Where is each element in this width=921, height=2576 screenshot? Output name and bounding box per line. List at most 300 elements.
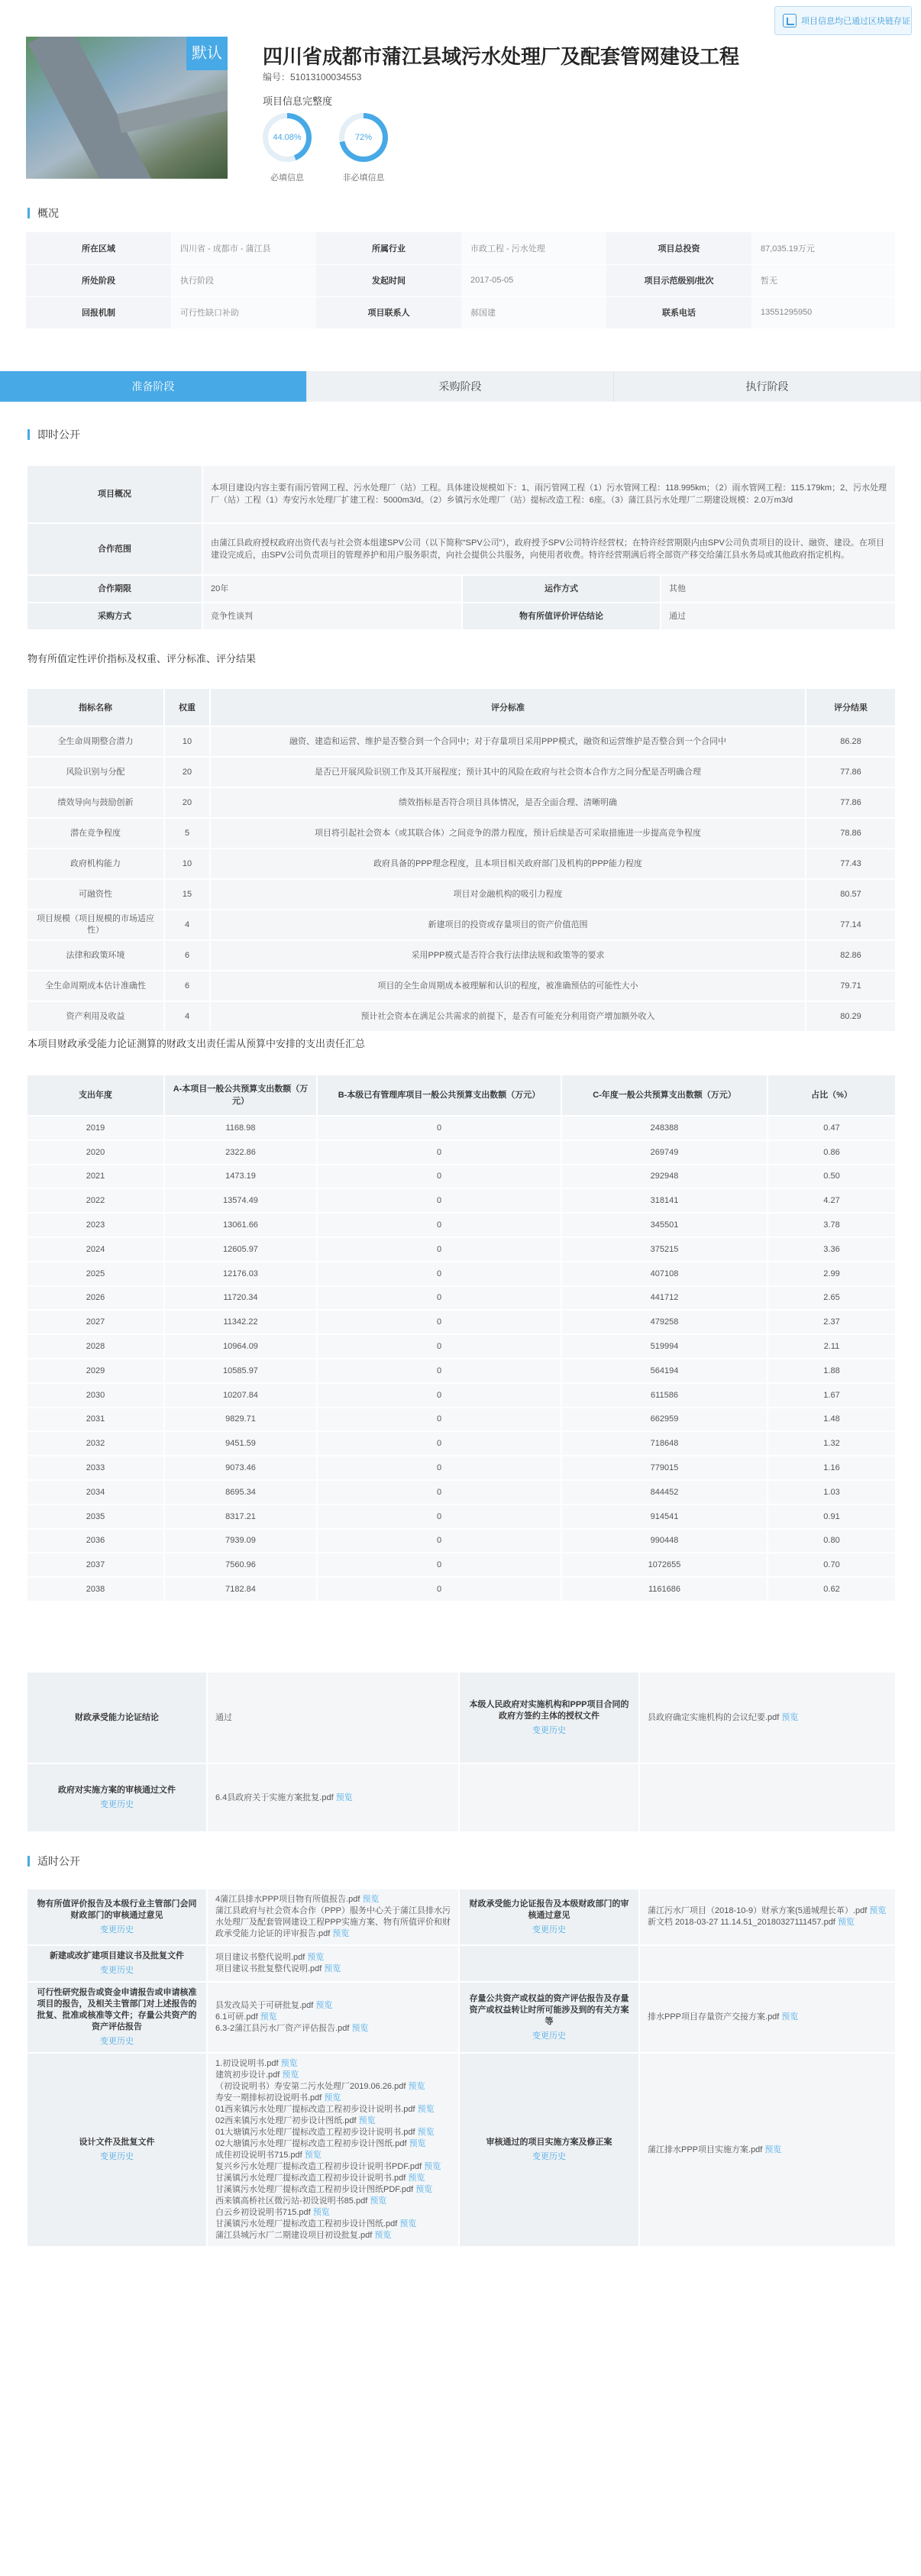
file-entry bbox=[215, 2012, 451, 2023]
finance-cell: 11342.22 bbox=[164, 1310, 317, 1334]
finance-cell: 9073.46 bbox=[164, 1456, 317, 1480]
optional-info-label: 非必填信息 bbox=[342, 173, 385, 183]
file-entry bbox=[215, 2104, 451, 2115]
timely-label-cell bbox=[27, 2053, 207, 2247]
preview-link[interactable]: 预览 bbox=[332, 1929, 350, 1938]
preview-link[interactable]: 预览 bbox=[260, 2012, 277, 2022]
finance-cell: 0 bbox=[317, 1359, 561, 1383]
finance-cell: 0 bbox=[317, 1262, 561, 1286]
score-cell: 全生命周期整合潜力 bbox=[27, 726, 164, 757]
timely-history-link[interactable]: 变更历史 bbox=[100, 2037, 134, 2046]
finance-cell: 1168.98 bbox=[164, 1116, 317, 1140]
approval-history-link[interactable]: 变更历史 bbox=[532, 1725, 566, 1735]
timely-row bbox=[27, 2053, 896, 2247]
finance-cell: 2021 bbox=[27, 1165, 164, 1189]
finance-row bbox=[27, 1165, 896, 1189]
preview-link[interactable]: 预览 bbox=[362, 1895, 380, 1904]
timely-label-cell bbox=[27, 1889, 207, 1945]
finance-table bbox=[26, 1074, 897, 1602]
finance-cell: 12176.03 bbox=[164, 1262, 317, 1286]
file-entry bbox=[648, 2012, 887, 2023]
finance-row bbox=[27, 1505, 896, 1529]
file-entry bbox=[215, 1952, 451, 1964]
overview-key: 所属行业 bbox=[316, 232, 461, 264]
finance-cell: 7182.84 bbox=[164, 1577, 317, 1602]
score-header: 权重 bbox=[164, 688, 210, 726]
finance-cell: 2030 bbox=[27, 1383, 164, 1408]
finance-cell: 13574.49 bbox=[164, 1188, 317, 1213]
finance-cell: 2036 bbox=[27, 1529, 164, 1553]
file-name: 蒲江县城污水厂二期建设项目初设批复.pdf bbox=[215, 2231, 373, 2240]
preview-link[interactable]: 预览 bbox=[307, 1953, 325, 1962]
score-header: 评分结果 bbox=[806, 688, 896, 726]
file-name: 新文档 2018-03-27 11.14.51_20180327111457.pdf bbox=[648, 1918, 835, 1927]
preview-link[interactable]: 预览 bbox=[408, 2174, 425, 2183]
overview-key: 项目示范级别/批次 bbox=[606, 264, 751, 296]
finance-cell: 914541 bbox=[561, 1505, 768, 1529]
optional-info-pct: 72% bbox=[344, 118, 383, 157]
preview-link[interactable]: 预览 bbox=[417, 2105, 435, 2114]
preview-link[interactable]: 预览 bbox=[408, 2082, 425, 2091]
finance-cell: 2022 bbox=[27, 1188, 164, 1213]
finance-header: 占比（%） bbox=[768, 1075, 896, 1116]
timely-label-cell bbox=[459, 2053, 639, 2247]
score-row bbox=[27, 757, 896, 787]
file-name: 项目建议书整代说明.pdf bbox=[215, 1953, 305, 1962]
preview-link[interactable]: 预览 bbox=[324, 1964, 341, 1973]
finance-cell: 2034 bbox=[27, 1480, 164, 1505]
finance-cell: 2.37 bbox=[768, 1310, 896, 1334]
timely-label: 存量公共资产或权益的资产评估报告及存量资产或权益转让时所可能涉及到的有关方案等 bbox=[469, 1993, 629, 2026]
file-entry bbox=[215, 2093, 451, 2104]
preview-link[interactable]: 预览 bbox=[280, 2059, 298, 2068]
preview-link[interactable]: 预览 bbox=[415, 2185, 433, 2194]
preview-link[interactable]: 预览 bbox=[374, 2231, 392, 2240]
procure-label: 采购方式 bbox=[27, 603, 202, 630]
timely-label: 新建或改扩建项目建议书及批复文件 bbox=[50, 1951, 184, 1960]
score-cell: 77.86 bbox=[806, 757, 896, 787]
finance-cell: 8695.34 bbox=[164, 1480, 317, 1505]
file-name: 1.初设说明书.pdf bbox=[215, 2059, 279, 2068]
score-cell: 20 bbox=[164, 757, 210, 787]
score-cell: 法律和政策环境 bbox=[27, 940, 164, 971]
finance-row bbox=[27, 1383, 896, 1408]
score-row bbox=[27, 848, 896, 879]
project-header bbox=[26, 37, 904, 182]
finance-cell: 1161686 bbox=[561, 1577, 768, 1602]
tab-procurement[interactable]: 采购阶段 bbox=[307, 371, 614, 402]
score-row bbox=[27, 940, 896, 971]
finance-cell: 0 bbox=[317, 1383, 561, 1408]
project-tag: 默认 bbox=[186, 37, 228, 70]
finance-header: A-本项目一般公共预算支出数额（万元） bbox=[164, 1075, 317, 1116]
finance-cell: 0 bbox=[317, 1140, 561, 1165]
finance-cell: 11720.34 bbox=[164, 1286, 317, 1311]
approval-preview-link[interactable]: 预览 bbox=[781, 1712, 799, 1722]
finance-row bbox=[27, 1529, 896, 1553]
finance-cell: 1473.19 bbox=[164, 1165, 317, 1189]
finance-cell: 318141 bbox=[561, 1188, 768, 1213]
blockchain-badge[interactable] bbox=[774, 6, 912, 35]
finance-row bbox=[27, 1262, 896, 1286]
preview-link[interactable]: 预览 bbox=[370, 2196, 387, 2206]
overview-key: 项目联系人 bbox=[316, 296, 461, 328]
preview-link[interactable]: 预览 bbox=[358, 2116, 376, 2125]
blockchain-check-icon bbox=[783, 14, 797, 27]
immediate-section-title: 即时公开 bbox=[27, 429, 80, 440]
timely-row bbox=[27, 1945, 896, 1982]
score-cell: 79.71 bbox=[806, 971, 896, 1001]
finance-cell: 0 bbox=[317, 1116, 561, 1140]
finance-header: 支出年度 bbox=[27, 1075, 164, 1116]
finance-row bbox=[27, 1553, 896, 1577]
preview-link[interactable]: 预览 bbox=[399, 2219, 417, 2229]
score-cell: 全生命周期成本估计准确性 bbox=[27, 971, 164, 1001]
finance-cell: 0.50 bbox=[768, 1165, 896, 1189]
procure-value: 竞争性谈判 bbox=[202, 603, 462, 630]
score-header: 指标名称 bbox=[27, 688, 164, 726]
timely-label-cell bbox=[27, 1945, 207, 1982]
score-cell: 5 bbox=[164, 818, 210, 848]
immediate-table bbox=[26, 464, 897, 631]
overview-row bbox=[26, 264, 895, 296]
reply-history-link[interactable]: 变更历史 bbox=[100, 1800, 134, 1809]
timely-history-link[interactable]: 变更历史 bbox=[100, 2152, 134, 2161]
finance-cell: 2322.86 bbox=[164, 1140, 317, 1165]
finance-cell: 0.80 bbox=[768, 1529, 896, 1553]
score-cell: 政府具备的PPP理念程度，且本项目相关政府部门及机构的PPP能力程度 bbox=[210, 848, 806, 879]
score-cell: 80.29 bbox=[806, 1001, 896, 1032]
timely-files-cell bbox=[207, 2053, 459, 2247]
finance-cell: 0 bbox=[317, 1188, 561, 1213]
score-cell: 融资、建造和运营、维护是否整合到一个合同中；对于存量项目采用PPP模式，融资和运营维护是否整合到一个合同中 bbox=[210, 726, 806, 757]
score-cell: 4 bbox=[164, 1001, 210, 1032]
file-entry bbox=[215, 2058, 451, 2070]
overview-row bbox=[26, 296, 895, 328]
overview-key: 发起时间 bbox=[316, 264, 461, 296]
score-cell: 82.86 bbox=[806, 940, 896, 971]
overview-value: 可行性缺口补助 bbox=[171, 296, 316, 328]
scope-text: 由蒲江县政府授权政府出资代表与社会资本组建SPV公司（以下简称“SPV公司”），政府授予SPV公司特许经营权；在特许经营期限内由SPV公司负责项目的设计、融资、建设。在项目建设完成后，由SPV公司负责项目的管理养护和用户服务职责，向社会提供公共服务，向使用者收费。特许经营期满后将全部资产移交给蒲江县水务局或其他政府指定机构。 bbox=[202, 523, 896, 575]
finance-header: C-年度一般公共预算支出数额（万元） bbox=[561, 1075, 768, 1116]
preview-link[interactable]: 预览 bbox=[324, 2093, 341, 2102]
file-entry bbox=[215, 2150, 451, 2161]
file-entry bbox=[648, 1917, 887, 1928]
preview-link[interactable]: 预览 bbox=[312, 2208, 330, 2217]
file-name: 甘溪镇污水处理厂提标改造工程初步设计图纸PDF.pdf bbox=[215, 2185, 414, 2194]
finance-cell: 375215 bbox=[561, 1237, 768, 1262]
finance-row bbox=[27, 1213, 896, 1237]
file-entry bbox=[215, 2023, 451, 2035]
stage-tabs bbox=[0, 371, 921, 402]
finance-cell: 611586 bbox=[561, 1383, 768, 1408]
score-cell: 资产利用及收益 bbox=[27, 1001, 164, 1032]
timely-history-link[interactable]: 变更历史 bbox=[100, 1966, 134, 1975]
finance-row bbox=[27, 1456, 896, 1480]
finance-cell: 662959 bbox=[561, 1408, 768, 1432]
finance-cell: 7939.09 bbox=[164, 1529, 317, 1553]
period-label: 合作期限 bbox=[27, 575, 202, 603]
finance-cell: 0 bbox=[317, 1480, 561, 1505]
score-row bbox=[27, 1001, 896, 1032]
finance-cell: 0 bbox=[317, 1505, 561, 1529]
timely-table bbox=[26, 1888, 897, 2248]
score-header: 评分标准 bbox=[210, 688, 806, 726]
score-cell: 采用PPP模式是否符合我行法律法规和政策等的要求 bbox=[210, 940, 806, 971]
file-name: 建筑初步设计.pdf bbox=[215, 2070, 280, 2080]
file-name: 蒲江县政府与社会资本合作（PPP）服务中心关于蒲江县排水污水处理厂及配套管网建设工程PPP实施方案、物有所值评价和财政承受能力论证的评审报告.pdf bbox=[215, 1906, 451, 1938]
score-cell: 绩效导向与鼓励创新 bbox=[27, 787, 164, 818]
overview-value: 2017-05-05 bbox=[461, 264, 606, 296]
timely-history-link[interactable]: 变更历史 bbox=[532, 2152, 566, 2161]
vfm-value: 通过 bbox=[661, 603, 896, 630]
score-cell: 政府机构能力 bbox=[27, 848, 164, 879]
finance-cell: 2020 bbox=[27, 1140, 164, 1165]
timely-label: 物有所值评价报告及本级行业主管部门会同财政部门的审核通过意见 bbox=[37, 1899, 197, 1920]
finance-cell: 564194 bbox=[561, 1359, 768, 1383]
preview-link[interactable]: 预览 bbox=[417, 2128, 435, 2137]
finance-row bbox=[27, 1408, 896, 1432]
finance-cell: 0 bbox=[317, 1431, 561, 1456]
reply-cell bbox=[27, 1763, 207, 1832]
finance-cell: 1.48 bbox=[768, 1408, 896, 1432]
finance-title: 本项目财政承受能力论证测算的财政支出责任需从预算中安排的支出责任汇总 bbox=[27, 1038, 366, 1049]
score-row bbox=[27, 726, 896, 757]
timely-row bbox=[27, 1982, 896, 2053]
file-name: 6.1可研.pdf bbox=[215, 2012, 258, 2022]
file-name: 复兴乡污水处理厂提标改造工程初步设计说明书PDF.pdf bbox=[215, 2162, 422, 2171]
finance-cell: 13061.66 bbox=[164, 1213, 317, 1237]
finance-cell: 3.36 bbox=[768, 1237, 896, 1262]
finance-cell: 2037 bbox=[27, 1553, 164, 1577]
required-info-donut bbox=[263, 113, 312, 162]
overview-key: 联系电话 bbox=[606, 296, 751, 328]
preview-link[interactable]: 预览 bbox=[424, 2162, 441, 2171]
finance-cell: 9829.71 bbox=[164, 1408, 317, 1432]
overview-value: 13551295950 bbox=[751, 296, 895, 328]
finance-cell: 1.67 bbox=[768, 1383, 896, 1408]
finance-row bbox=[27, 1188, 896, 1213]
file-entry bbox=[215, 2000, 451, 2012]
score-row bbox=[27, 787, 896, 818]
finance-cell: 844452 bbox=[561, 1480, 768, 1505]
scope-label: 合作范围 bbox=[27, 523, 202, 575]
overview-key: 回报机制 bbox=[26, 296, 171, 328]
score-cell: 预计社会资本在满足公共需求的前提下，是否有可能充分利用资产增加额外收入 bbox=[210, 1001, 806, 1032]
score-cell: 项目将引起社会资本（或其联合体）之间竞争的潜力程度，预计后续是否可采取措施进一步提高竞争程度 bbox=[210, 818, 806, 848]
finance-row bbox=[27, 1431, 896, 1456]
timely-label: 可行性研究报告或资金申请报告或申请核准项目的报告，及相关主管部门对上述报告的批复、批准或核准等文件；存量公共资产的资产评估报告 bbox=[37, 1988, 197, 2031]
overview-table bbox=[26, 232, 895, 329]
preview-link[interactable]: 预览 bbox=[304, 2151, 322, 2160]
finance-cell: 0 bbox=[317, 1165, 561, 1189]
score-cell: 86.28 bbox=[806, 726, 896, 757]
file-entry bbox=[215, 2161, 451, 2173]
finance-cell: 0.47 bbox=[768, 1116, 896, 1140]
finance-cell: 3.78 bbox=[768, 1213, 896, 1237]
finance-cell: 2035 bbox=[27, 1505, 164, 1529]
finance-header: B-本级已有管理库项目一般公共预算支出数额（万元） bbox=[317, 1075, 561, 1116]
overview-value: 市政工程 - 污水处理 bbox=[461, 232, 606, 264]
finance-cell: 12605.97 bbox=[164, 1237, 317, 1262]
file-name: 01大塘镇污水处理厂提标改造工程初步设计说明书.pdf bbox=[215, 2128, 415, 2137]
finance-row bbox=[27, 1334, 896, 1359]
timely-label: 设计文件及批复文件 bbox=[79, 2138, 155, 2147]
score-cell: 潜在竞争程度 bbox=[27, 818, 164, 848]
finance-cell: 4.27 bbox=[768, 1188, 896, 1213]
vfm-label: 物有所值评价评估结论 bbox=[462, 603, 661, 630]
timely-section-title: 适时公开 bbox=[27, 1856, 80, 1867]
finance-cell: 0.62 bbox=[768, 1577, 896, 1602]
timely-label: 审核通过的项目实施方案及修正案 bbox=[486, 2138, 612, 2147]
timely-label-cell bbox=[459, 1889, 639, 1945]
file-name: 02大塘镇污水处理厂提标改造工程初步设计图纸.pdf bbox=[215, 2139, 407, 2148]
reply-file-cell bbox=[207, 1763, 459, 1832]
blockchain-badge-text: 项目信息均已通过区块链存证 bbox=[801, 17, 910, 26]
finance-cell: 0 bbox=[317, 1213, 561, 1237]
score-cell: 77.86 bbox=[806, 787, 896, 818]
finance-cell: 10585.97 bbox=[164, 1359, 317, 1383]
overview-section-title: 概况 bbox=[27, 208, 59, 218]
finance-cell: 2031 bbox=[27, 1408, 164, 1432]
score-row bbox=[27, 879, 896, 910]
overview-text: 本项目建设内容主要有雨污管网工程、污水处理厂（站）工程。具体建设规模如下：1、雨污管网工程（1）污水管网工程：118.995km；（2）雨水管网工程：115.179km；2、污水处理厂（站）工程（1）寿安污水处理厂扩建工程：5000m3/d。（2）乡镇污水处理厂（站）提标改造工程：6座。（3）蒲江县污水处理厂二期建设规模：2.0万m3/d bbox=[202, 465, 896, 523]
score-cell: 风险识别与分配 bbox=[27, 757, 164, 787]
finance-cell: 9451.59 bbox=[164, 1431, 317, 1456]
finance-row bbox=[27, 1310, 896, 1334]
file-name: 6.3-2蒲江县污水厂资产评估报告.pdf bbox=[215, 2024, 350, 2033]
score-cell: 绩效指标是否符合项目具体情况，是否全面合理、清晰明确 bbox=[210, 787, 806, 818]
reply-file: 6.4县政府关于实施方案批复.pdf bbox=[215, 1792, 334, 1802]
overview-key: 项目总投资 bbox=[606, 232, 751, 264]
file-entry bbox=[215, 2070, 451, 2081]
project-title: 四川省成都市蒲江县域污水处理厂及配套管网建设工程 bbox=[263, 45, 740, 68]
file-entry bbox=[215, 2127, 451, 2138]
finance-cell: 2019 bbox=[27, 1116, 164, 1140]
timely-files-cell bbox=[207, 1945, 459, 1982]
approval-file: 县政府确定实施机构的会议纪要.pdf bbox=[648, 1712, 780, 1722]
finance-cell: 0 bbox=[317, 1529, 561, 1553]
finance-cell: 0 bbox=[317, 1456, 561, 1480]
finance-cell: 1.32 bbox=[768, 1431, 896, 1456]
timely-files-cell bbox=[639, 1889, 896, 1945]
file-entry bbox=[215, 2173, 451, 2184]
file-name: 4蒲江县排水PPP项目物有所值报告.pdf bbox=[215, 1895, 360, 1904]
finance-cell: 0.70 bbox=[768, 1553, 896, 1577]
file-name: 甘溪镇污水处理厂提标改造工程初步设计图纸.pdf bbox=[215, 2219, 398, 2229]
timely-files-cell bbox=[207, 1982, 459, 2053]
finance-cell: 779015 bbox=[561, 1456, 768, 1480]
file-entry bbox=[215, 2115, 451, 2127]
finance-cell: 990448 bbox=[561, 1529, 768, 1553]
finance-row bbox=[27, 1237, 896, 1262]
finance-cell: 0 bbox=[317, 1237, 561, 1262]
preview-link[interactable]: 预览 bbox=[409, 2139, 426, 2148]
score-cell: 15 bbox=[164, 879, 210, 910]
timely-label-cell bbox=[27, 1982, 207, 2053]
finance-cell: 1.16 bbox=[768, 1456, 896, 1480]
overview-value: 郝国建 bbox=[461, 296, 606, 328]
score-cell: 项目对金融机构的吸引力程度 bbox=[210, 879, 806, 910]
timely-files-cell bbox=[207, 1889, 459, 1945]
finance-cell: 2024 bbox=[27, 1237, 164, 1262]
finance-cell: 269749 bbox=[561, 1140, 768, 1165]
timely-label-cell bbox=[459, 1982, 639, 2053]
preview-link[interactable]: 预览 bbox=[781, 2012, 799, 2022]
file-entry bbox=[215, 1964, 451, 1975]
file-name: 成佳初设说明书715.pdf bbox=[215, 2151, 302, 2160]
finance-row bbox=[27, 1140, 896, 1165]
preview-link[interactable]: 预览 bbox=[282, 2070, 299, 2080]
finance-cell: 0 bbox=[317, 1286, 561, 1311]
file-entry bbox=[215, 2230, 451, 2241]
tab-execution[interactable]: 执行阶段 bbox=[614, 371, 921, 402]
overview-key: 所在区域 bbox=[26, 232, 171, 264]
preview-link[interactable]: 预览 bbox=[837, 1918, 855, 1927]
approval-file-cell bbox=[639, 1672, 896, 1763]
finance-cell: 8317.21 bbox=[164, 1505, 317, 1529]
fiscal-label: 财政承受能力论证结论 bbox=[27, 1672, 207, 1763]
score-table bbox=[26, 687, 897, 1033]
required-info-pct: 44.08% bbox=[268, 118, 306, 157]
operation-label: 运作方式 bbox=[462, 575, 661, 603]
timely-history-link[interactable]: 变更历史 bbox=[532, 1925, 566, 1934]
reply-preview-link[interactable]: 预览 bbox=[335, 1792, 353, 1802]
finance-cell: 0.86 bbox=[768, 1140, 896, 1165]
score-cell: 10 bbox=[164, 848, 210, 879]
finance-cell: 10207.84 bbox=[164, 1383, 317, 1408]
score-cell: 新建项目的投资或存量项目的资产价值范围 bbox=[210, 910, 806, 940]
file-name: 蒲江污水厂项目（2018-10-9）财承方案(5通城理长革）.pdf bbox=[648, 1906, 868, 1915]
score-cell: 可融资性 bbox=[27, 879, 164, 910]
optional-info-donut bbox=[339, 113, 388, 162]
preview-link[interactable]: 预览 bbox=[764, 2145, 782, 2154]
score-cell: 是否已开展风险识别工作及其开展程度；预计其中的风险在政府与社会资本合作方之间分配是否明确合理 bbox=[210, 757, 806, 787]
overview-value: 四川省 - 成都市 - 蒲江县 bbox=[171, 232, 316, 264]
finance-cell: 0 bbox=[317, 1553, 561, 1577]
score-title: 物有所值定性评价指标及权重、评分标准、评分结果 bbox=[27, 653, 257, 664]
overview-value: 87,035.19万元 bbox=[751, 232, 895, 264]
tab-preparation[interactable]: 准备阶段 bbox=[0, 371, 307, 402]
project-code: 编号：51013100034553 bbox=[263, 72, 362, 82]
timely-files-cell bbox=[639, 1982, 896, 2053]
finance-cell: 407108 bbox=[561, 1262, 768, 1286]
overview-label: 项目概况 bbox=[27, 465, 202, 523]
finance-row bbox=[27, 1577, 896, 1602]
preview-link[interactable]: 预览 bbox=[315, 2001, 333, 2010]
finance-cell: 0 bbox=[317, 1408, 561, 1432]
score-cell: 6 bbox=[164, 971, 210, 1001]
finance-cell: 0 bbox=[317, 1310, 561, 1334]
preview-link[interactable]: 预览 bbox=[351, 2024, 369, 2033]
reply-label: 政府对实施方案的审核通过文件 bbox=[58, 1786, 176, 1795]
completeness-label: 项目信息完整度 bbox=[263, 95, 333, 107]
timely-history-link[interactable]: 变更历史 bbox=[532, 2031, 566, 2041]
finance-cell: 2029 bbox=[27, 1359, 164, 1383]
file-entry bbox=[215, 2184, 451, 2196]
file-entry bbox=[215, 2138, 451, 2150]
timely-history-link[interactable]: 变更历史 bbox=[100, 1925, 134, 1934]
score-cell: 项目的全生命周期成本被理解和认识的程度，被准确预估的可能性大小 bbox=[210, 971, 806, 1001]
operation-value: 其他 bbox=[661, 575, 896, 603]
file-name: 甘溪镇污水处理厂提标改造工程初步设计说明书.pdf bbox=[215, 2174, 406, 2183]
file-name: （初设说明书）寿安第二污水处理厂2019.06.26.pdf bbox=[215, 2082, 406, 2091]
approval-cell bbox=[459, 1672, 639, 1763]
finance-cell: 1.03 bbox=[768, 1480, 896, 1505]
finance-cell: 2027 bbox=[27, 1310, 164, 1334]
approval-label: 本级人民政府对实施机构和PPP项目合同的政府方签约主体的授权文件 bbox=[469, 1699, 629, 1721]
preview-link[interactable]: 预览 bbox=[869, 1906, 887, 1915]
